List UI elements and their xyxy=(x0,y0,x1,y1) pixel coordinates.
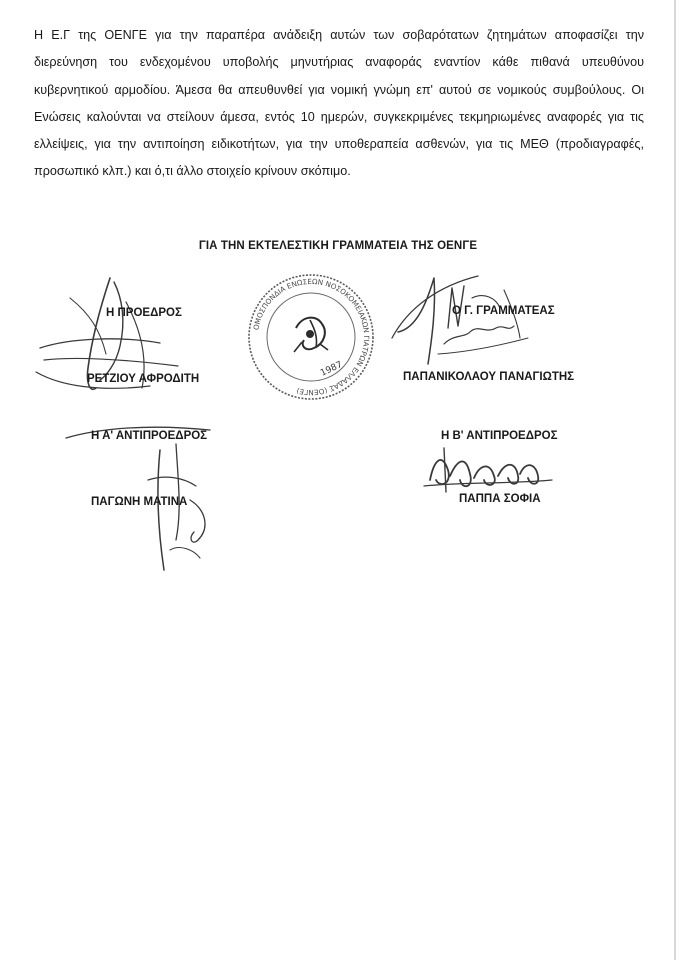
vice-president-b-role: Η Β' ΑΝΤΙΠΡΟΕΔΡΟΣ xyxy=(441,430,558,442)
general-secretary-signature xyxy=(388,268,558,378)
body-paragraph: Η Ε.Γ της ΟΕΝΓΕ για την παραπέρα ανάδειξη αυτών των σοβαρότατων ζητημάτων αποφασίζει την διερεύνηση του ενδεχομένου υποβολής μηνυτήριας αναφοράς εναντίον κάθε πιθανά υπευθύνου κυβερνητικού αρμοδίου. Άμεσα θα απευθυνθεί για νομική γνώμη επ' αυτού σε νομικούς συμβούλους. Οι Ενώσεις καλούνται να στείλουν άμεσα, εντός 10 ημερών, συγκεκριμένες τεκμηριωμένες αναφορές για τις ελλείψεις, για την αντιποίηση ειδικοτήτων, για την υποθεραπεία ασθενών, για τις ΜΕΘ (προδιαγραφές, προσωπικό κλπ.) και ό,τι άλλο στοιχείο κρίνουν σκόπιμο. xyxy=(34,28,644,179)
vice-president-b-name: ΠΑΠΠΑ ΣΟΦΙΑ xyxy=(459,493,541,505)
vice-president-a-role: Η Α' ΑΝΤΙΠΡΟΕΔΡΟΣ xyxy=(91,430,208,442)
president-signature xyxy=(30,268,190,418)
president-name: ΡΕΤΖΙΟΥ ΑΦΡΟΔΙΤΗ xyxy=(87,373,200,385)
official-seal xyxy=(244,270,378,404)
seal-year: 1987 xyxy=(319,359,345,379)
president-role: Η ΠΡΟΕΔΡΟΣ xyxy=(106,307,182,319)
seal-text: ΟΜΟΣΠΟΝΔΙΑ ΕΝΩΣΕΩΝ ΝΟΣΟΚΟΜΕΙΑΚΩΝ ΓΙΑΤΡΩΝ ΕΛΛΑΔΑΣ (ΟΕΝΓΕ) xyxy=(251,276,372,398)
seal-emblem xyxy=(294,318,328,352)
general-secretary-role: Ο Γ. ΓΡΑΜΜΑΤΕΑΣ xyxy=(452,305,555,317)
general-secretary-name: ΠΑΠΑΝΙΚΟΛΑΟΥ ΠΑΝΑΓΙΩΤΗΣ xyxy=(403,371,575,383)
vice-president-a-name: ΠΑΓΩΝΗ ΜΑΤΙΝΑ xyxy=(91,496,188,508)
signature-heading: ΓΙΑ ΤΗΝ ΕΚΤΕΛΕΣΤΙΚΗ ΓΡΑΜΜΑΤΕΙΑ ΤΗΣ ΟΕΝΓΕ xyxy=(198,240,478,252)
vice-president-b-signature xyxy=(420,440,560,500)
